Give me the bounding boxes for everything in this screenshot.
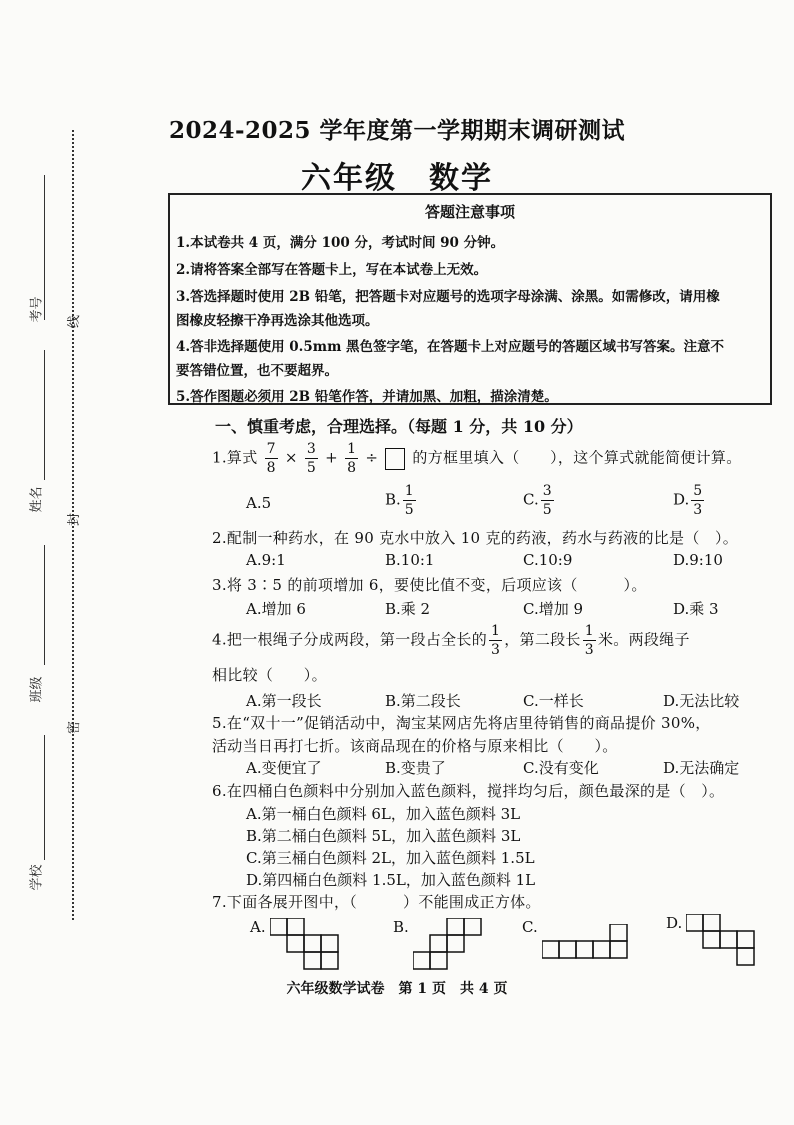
notice-line: 图橡皮轻擦干净再选涂其他选项。: [176, 313, 379, 329]
q1-post: 的方框里填入（ ），这个算式就能简便计算。: [412, 448, 742, 467]
q1-fraction-1: $\frac{7}{8}$: [266, 441, 276, 476]
cube-net-a: [270, 918, 360, 974]
q7-option-a-label: A.: [250, 918, 266, 936]
cube-net-d: [686, 914, 766, 974]
question-5-line2: 活动当日再打七折。该商品现在的价格与原来相比（ ）。: [212, 737, 618, 755]
notice-line: 2.请将答案全部写在答题卡上，写在本试卷上无效。: [176, 262, 488, 278]
q4-option-d: D.无法比较: [663, 692, 740, 710]
q4-option-c: C.一样长: [523, 692, 584, 710]
q3-option-a: A.增加 6: [246, 600, 306, 618]
notice-line: 1.本试卷共 4 页，满分 100 分，考试时间 90 分钟。: [176, 235, 505, 251]
question-4-line2: 相比较（ ）。: [212, 666, 327, 684]
label-exam-no: 考号: [29, 296, 45, 323]
section-heading: 一、慎重考虑，合理选择。（每题 1 分，共 10 分）: [215, 417, 583, 436]
answer-line-class: [44, 545, 45, 665]
q4-option-a: A.第一段长: [246, 692, 322, 710]
exam-subtitle: 六年级 数学: [301, 161, 493, 196]
blank-square-box: [385, 448, 405, 470]
seal-char-feng: 封: [67, 512, 83, 527]
q1-option-c: C. $\frac{3}{5}$: [523, 483, 552, 518]
cube-net-b: [413, 918, 493, 974]
answer-line-school: [44, 735, 45, 860]
q7-option-d-label: D.: [666, 914, 683, 932]
cube-net-c: [542, 924, 632, 964]
q3-option-d: D.乘 3: [673, 600, 719, 618]
q3-option-b: B.乘 2: [385, 600, 431, 618]
question-1: [212, 442, 742, 475]
q1-fraction-2: $\frac{3}{5}$: [306, 441, 317, 476]
q4-fraction-2: $\frac{1}{3}$: [584, 623, 594, 658]
exam-title: 2024-2025 学年度第一学期期末调研测试: [168, 117, 626, 144]
question-2: 2.配制一种药水，在 90 克水中放入 10 克的药液，药水与药液的比是（ ）。: [212, 529, 739, 547]
q2-option-d: D.9:10: [673, 551, 723, 569]
notice-line: 4.答非选择题使用 0.5mm 黑色签字笔，在答题卡上对应题号的答题区域书写答案。注意不: [176, 339, 725, 355]
q4-option-b: B.第二段长: [385, 692, 461, 710]
seal-char-xian: 线: [67, 314, 83, 329]
q5-option-b: B.变贵了: [385, 759, 446, 777]
notice-line: 5.答作图题必须用 2B 铅笔作答，并请加黑、加粗，描涂清楚。: [176, 389, 558, 405]
question-4: 4.把一根绳子分成两段，第一段占全长的 $\frac{1}{3}$ ，第二段长 $\frac{1}{3}$ 米。两段绳子: [212, 623, 690, 658]
label-school: 学校: [29, 864, 45, 891]
q6-option-b: B.第二桶白色颜料 5L，加入蓝色颜料 3L: [246, 827, 521, 845]
q7-option-b-label: B.: [393, 918, 409, 936]
notice-line: 3.答选择题时使用 2B 铅笔，把答题卡对应题号的选项字母涂满、涂黑。如需修改，请用橡: [176, 289, 720, 305]
times-sign: ×: [284, 448, 298, 467]
q2-option-b: B.10:1: [385, 551, 435, 569]
notice-title: 答题注意事项: [424, 203, 515, 221]
q6-option-d: D.第四桶白色颜料 1.5L，加入蓝色颜料 1L: [246, 871, 536, 889]
q6-option-a: A.第一桶白色颜料 6L，加入蓝色颜料 3L: [246, 805, 521, 823]
q1-option-b: B. $\frac{1}{5}$: [385, 483, 414, 518]
q1-pre: 1.算式: [212, 448, 258, 467]
q4-fraction-1: $\frac{1}{3}$: [491, 623, 501, 658]
seal-char-mi: 密: [67, 720, 83, 735]
plus-sign: +: [325, 448, 339, 467]
q5-option-c: C.没有变化: [523, 759, 599, 777]
q2-option-c: C.10:9: [523, 551, 573, 569]
q1-option-a: A.5: [246, 494, 272, 512]
q2-option-a: A.9:1: [246, 551, 286, 569]
question-6: 6.在四桶白色颜料中分别加入蓝色颜料，搅拌均匀后，颜色最深的是（ ）。: [212, 782, 725, 800]
question-3: 3.将 3∶5 的前项增加 6，要使比值不变，后项应该（ ）。: [212, 576, 647, 594]
page-footer: 六年级数学试卷 第 1 页 共 4 页: [286, 981, 508, 997]
q5-option-d: D.无法确定: [663, 759, 740, 777]
question-5: 5.在“双十一”促销活动中，淘宝某网店先将店里待销售的商品提价 30%，: [212, 714, 711, 732]
q7-option-c-label: C.: [522, 918, 538, 936]
question-7: 7.下面各展开图中，（ ）不能围成正方体。: [212, 893, 541, 911]
answer-line-name: [44, 350, 45, 480]
notice-line: 要答错位置，也不要超界。: [176, 363, 338, 379]
notice-box: [168, 193, 772, 405]
divide-sign: ÷: [365, 448, 379, 467]
q1-option-d: D. $\frac{5}{3}$: [673, 483, 703, 518]
q3-option-c: C.增加 9: [523, 600, 584, 618]
label-class: 班级: [29, 676, 45, 703]
q5-option-a: A.变便宜了: [246, 759, 322, 777]
label-name: 姓名: [29, 486, 45, 513]
q1-fraction-3: $\frac{1}{8}$: [347, 441, 357, 476]
q6-option-c: C.第三桶白色颜料 2L，加入蓝色颜料 1.5L: [246, 849, 535, 867]
